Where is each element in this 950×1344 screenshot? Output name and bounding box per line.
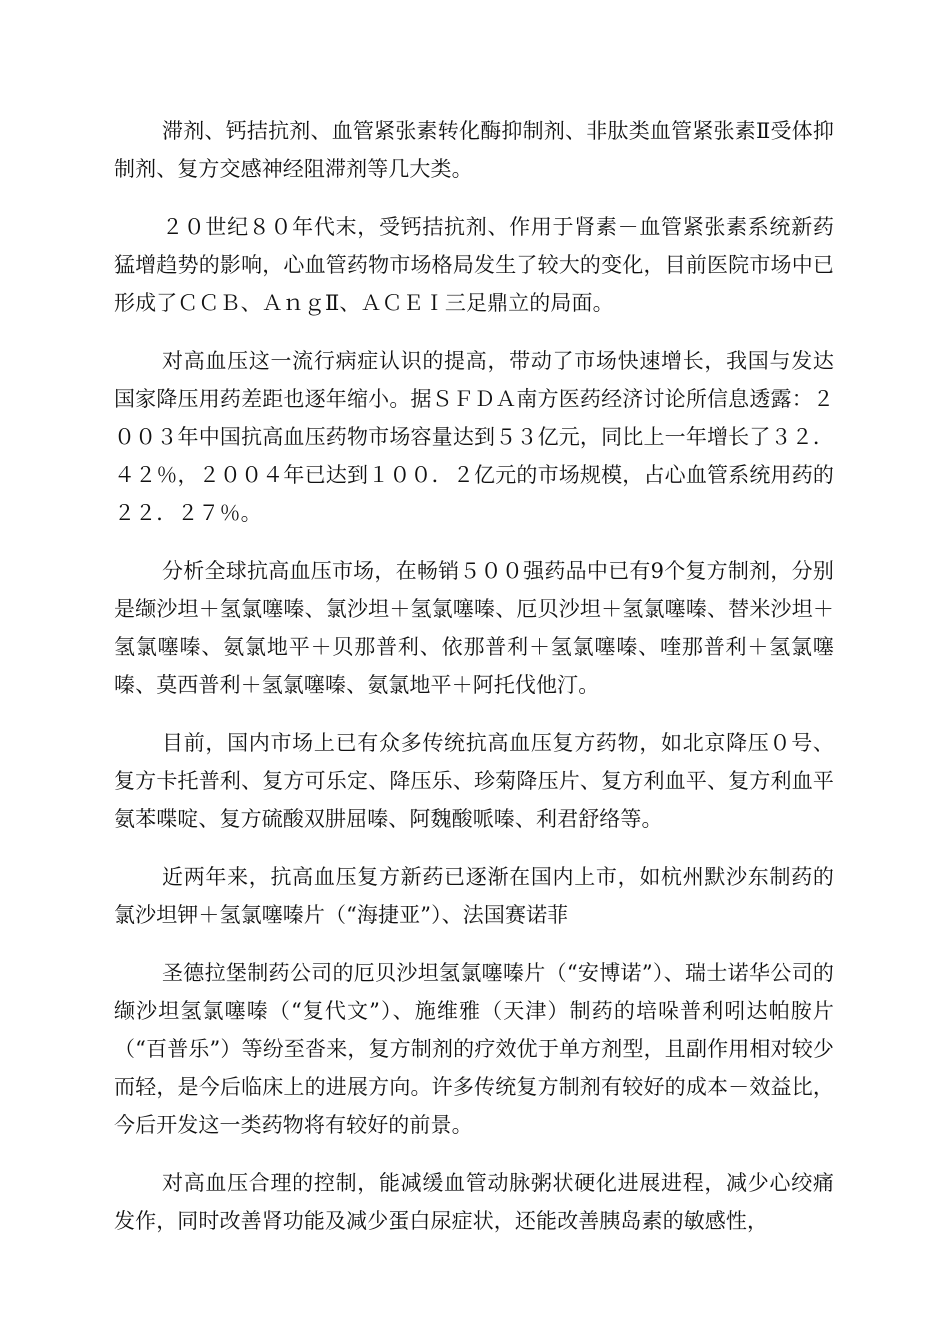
paragraph-4: 分析全球抗高血压市场，在畅销５００强药品中已有9个复方制剂，分别是缬沙坦＋氢氯噻嗪、氯沙坦＋氢氯噻嗪、厄贝沙坦＋氢氯噻嗪、替米沙坦＋氢氯噻嗪、氨氯地平＋贝那普利、依那普利＋氢氯噻嗪、喹那普利＋氢氯噻嗪、莫西普利＋氢氯噻嗪、氨氯地平＋阿托伐他汀。 <box>114 559 834 697</box>
paragraph-5: 目前，国内市场上已有众多传统抗高血压复方药物，如北京降压０号、复方卡托普利、复方可乐定、降压乐、珍菊降压片、复方利血平、复方利血平氨苯喋啶、复方硫酸双肼屈嗪、阿魏酸哌嗪、利君舒络等。 <box>114 731 834 831</box>
paragraph-8: 对高血压合理的控制，能减缓血管动脉粥状硬化进展进程，减少心绞痛发作，同时改善肾功能及减少蛋白尿症状，还能改善胰岛素的敏感性， <box>114 1171 834 1233</box>
paragraph-2: ２０世纪８０年代末，受钙拮抗剂、作用于肾素－血管紧张素系统新药猛增趋势的影响，心血管药物市场格局发生了较大的变化，目前医院市场中已形成了ＣＣＢ、ＡｎｇⅡ、ＡＣＥＩ三足鼎立的局面。 <box>114 215 834 315</box>
paragraph-7: 圣德拉堡制药公司的厄贝沙坦氢氯噻嗪片（“安博诺”）、瑞士诺华公司的缬沙坦氢氯噻嗪（“复代文”）、施维雅（天津）制药的培哚普利吲达帕胺片（“百普乐”）等纷至沓来，复方制剂的疗效优于单方剂型，且副作用相对较少而轻，是今后临床上的进展方向。许多传统复方制剂有较好的成本－效益比，今后开发这一类药物将有较好的前景。 <box>114 961 834 1137</box>
document-body <box>114 112 834 1260</box>
paragraph-3: 对高血压这一流行病症认识的提高，带动了市场快速增长，我国与发达国家降压用药差距也逐年缩小。据ＳＦＤＡ南方医药经济讨论所信息透露：２００３年中国抗高血压药物市场容量达到５３亿元，同比上一年增长了３２．４２％，２００４年已达到１００．２亿元的市场规模，占心血管系统用药的２２．２７％。 <box>114 349 834 525</box>
paragraph-1: 滞剂、钙拮抗剂、血管紧张素转化酶抑制剂、非肽类血管紧张素Ⅱ受体抑制剂、复方交感神经阻滞剂等几大类。 <box>114 119 834 181</box>
paragraph-6: 近两年来，抗高血压复方新药已逐渐在国内上市，如杭州默沙东制药的氯沙坦钾＋氢氯噻嗪片（“海捷亚”）、法国赛诺菲 <box>114 865 834 927</box>
